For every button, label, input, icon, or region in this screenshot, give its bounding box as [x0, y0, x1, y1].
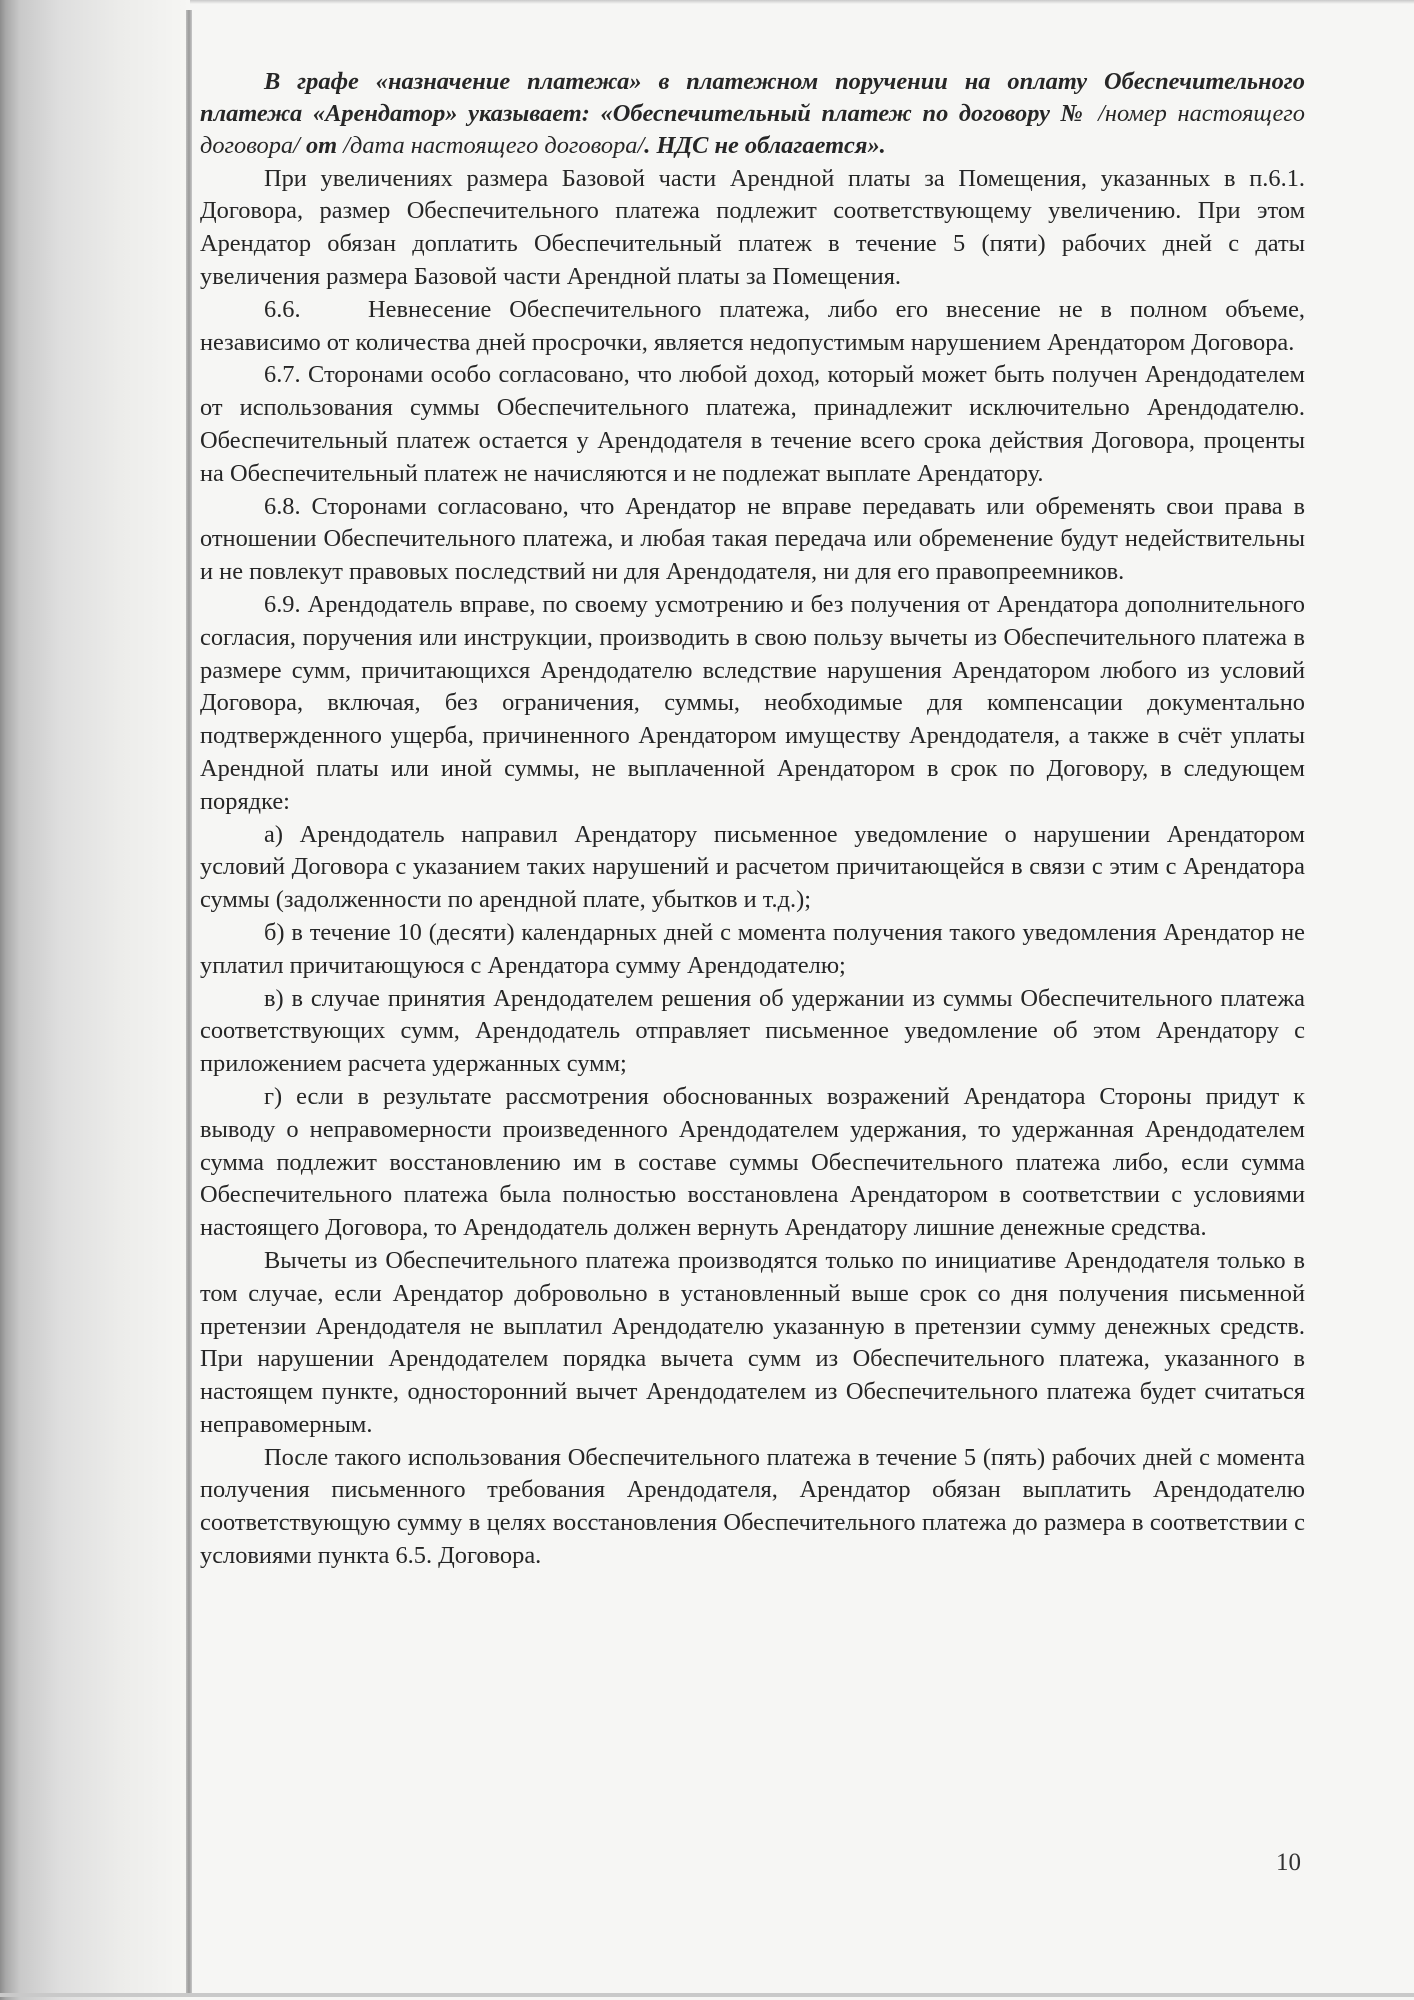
- paragraph-6-9: 6.9. Арендодатель вправе, по своему усмотрению и без получения от Арендатора дополнительного согласия, поручения или инструкции, производить в свою пользу вычеты из Обеспечительного платежа в размере сумм, причитающихся Арендодателю вследствие нарушения Арендатором любого из условий Договора, включая, без ограничения, суммы, необходимые для компенсации документально подтвержденного ущерба, причиненного Арендатором имуществу Арендодателя, а также в счёт уплаты Арендной платы или иной суммы, не выплаченной Арендатором в срок по Договору, в следующем порядке:: [200, 590, 1305, 815]
- paragraph-6-9-a: а) Арендодатель направил Арендатору письменное уведомление о нарушении Арендатором условий Договора с указанием таких нарушений и расчетом причитающейся в связи с этим с Арендатора суммы (задолженности по арендной плате, убытков и т.д.);: [200, 820, 1305, 914]
- scan-top-edge: [190, 0, 1414, 4]
- paragraph-6-6: [200, 294, 1305, 360]
- paragraph-increase: При увеличениях размера Базовой части Арендной платы за Помещения, указанных в п.6.1. Договора, размер Обеспечительного платежа подлежит соответствующему увеличению. При этом Арендатор обязан доплатить Обеспечительный платеж в течение 5 (пяти) рабочих дней с даты увеличения размера Базовой части Арендной платы за Помещения.: [200, 164, 1305, 290]
- paragraph-6-8: 6.8. Сторонами согласовано, что Арендатор не вправе передавать или обременять свои права в отношении Обеспечительного платежа, и любая такая передача или обременение будут недействительны и не повлекут правовых последствий ни для Арендодателя, ни для его правопреемников.: [200, 492, 1305, 586]
- scan-binding-shadow: [0, 0, 190, 2000]
- paragraph-6-9-g: г) если в результате рассмотрения обоснованных возражений Арендатора Стороны придут к выводу о неправомерности произведенного Арендодателем удержания, то удержанная Арендодателем сумма подлежит восстановлению им в составе суммы Обеспечительного платежа либо, если сумма Обеспечительного платежа была полностью восстановлена Арендатором в соответствии с условиями настоящего Договора, то Арендодатель должен вернуть Арендатору лишние денежные средства.: [200, 1082, 1305, 1242]
- paragraph-deductions: Вычеты из Обеспечительного платежа производятся только по инициативе Арендодателя только в том случае, если Арендатор добровольно в установленный выше срок со дня получения письменной претензии Арендодателя не выплатил Арендодателю указанную в претензии сумму денежных средств. При нарушении Арендодателем порядка вычета сумм из Обеспечительного платежа, указанного в настоящем пункте, односторонний вычет Арендодателем из Обеспечительного платежа будет считаться неправомерным.: [200, 1246, 1305, 1438]
- paragraph-restore: После такого использования Обеспечительного платежа в течение 5 (пять) рабочих дней с момента получения письменного требования Арендодателя, Арендатор обязан выплатить Арендодателю соответствующую сумму в целях восстановления Обеспечительного платежа до размера в соответствии с условиями пункта 6.5. Договора.: [200, 1443, 1305, 1570]
- clause-number: 6.6.: [264, 295, 301, 323]
- paragraph-6-9-v: в) в случае принятия Арендодателем решения об удержании из суммы Обеспечительного платежа соответствующих сумм, Арендодатель отправляет письменное уведомление об этом Арендатору с приложением расчета удержанных сумм;: [200, 984, 1305, 1078]
- contract-number-placeholder: /номер настоящего договора/: [200, 100, 1305, 160]
- payment-purpose-text: В графе «назначение платежа» в платежном поручении на оплату Обеспечительного платежа «Арендатор» указывает: «Обеспечительный платеж по договору №: [200, 68, 1305, 128]
- document-body: [200, 66, 1305, 1573]
- payment-purpose-vat: . НДС не облагается».: [644, 132, 886, 160]
- clause-text: Невнесение Обеспечительного платежа, либо его внесение не в полном объеме, независимо от количества дней просрочки, является недопустимым нарушением Арендатором Договора.: [200, 295, 1305, 356]
- scan-bottom-edge: [0, 1993, 1414, 1997]
- payment-purpose-paragraph: [200, 66, 1305, 163]
- payment-purpose-from: от: [299, 132, 344, 160]
- paragraph-6-7: 6.7. Сторонами особо согласовано, что любой доход, который может быть получен Арендодателем от использования суммы Обеспечительного платежа, принадлежит исключительно Арендодателю. Обеспечительный платеж остается у Арендодателя в течение всего срока действия Договора, проценты на Обеспечительный платеж не начисляются и не подлежат выплате Арендатору.: [200, 361, 1305, 487]
- paragraph-6-9-b: б) в течение 10 (десяти) календарных дней с момента получения такого уведомления Арендатор не уплатил причитающуюся с Арендатора сумму Арендодателю;: [200, 918, 1305, 979]
- page-number: 10: [1276, 1849, 1301, 1876]
- contract-date-placeholder: /дата настоящего договора/: [343, 132, 645, 160]
- scan-binding-line: [186, 10, 192, 1995]
